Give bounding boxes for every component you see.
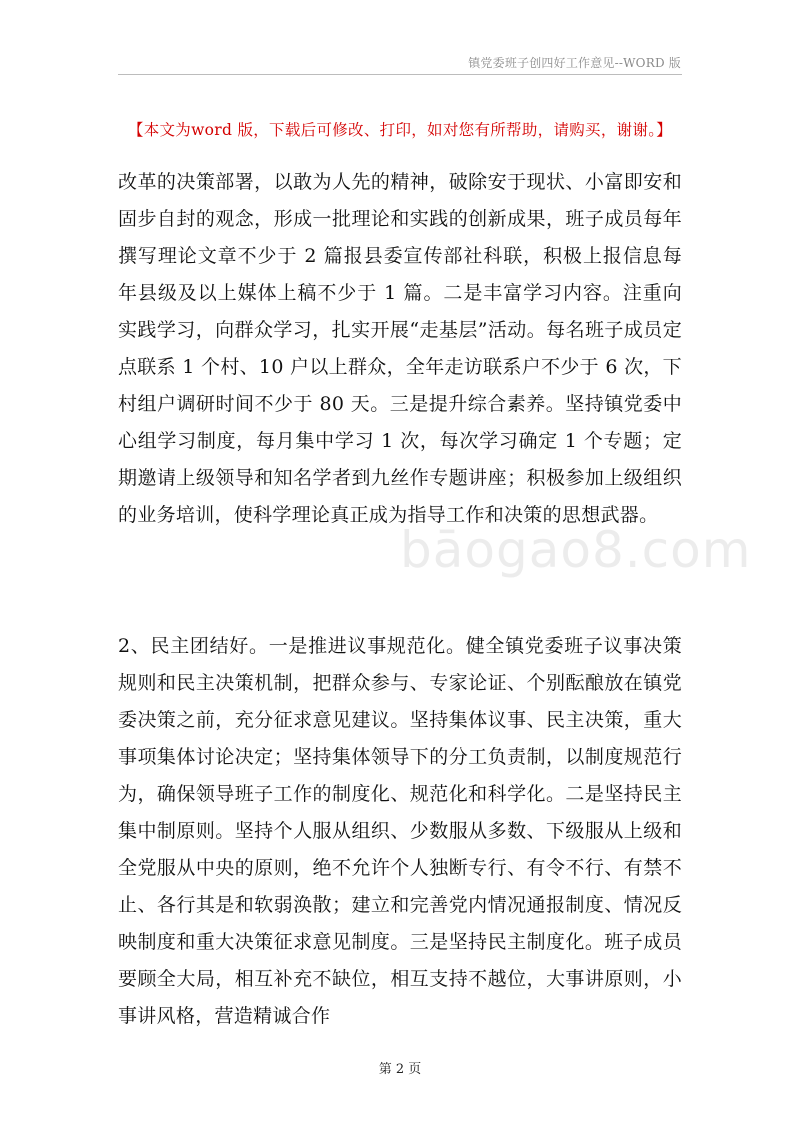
body-paragraph-1: 改革的决策部署，以敢为人先的精神，破除安于现状、小富即安和固步自封的观念，形成一批理论和实践的创新成果，班子成员每年撰写理论文章不少于 2 篇报县委宣传部社科联，积极上报信息每年县级及以上媒体上稿不少于 1 篇。二是丰富学习内容。注重向实践学习，向群众学习，扎实开展“走基层”活动。每名班子成员定点联系 1 个村、10 户以上群众，全年走访联系户不少于 6 次，下村组户调研时间不少于 80 天。三是提升综合素养。坚持镇党委中心组学习制度，每月集中学习 1 次，每次学习确定 1 个专题；定期邀请上级领导和知名学者到九丝作专题讲座；积极参加上级组织的业务培训，使科学理论真正成为指导工作和决策的思想武器。 [118, 171, 682, 526]
download-notice: 【本文为word 版，下载后可修改、打印，如对您有所帮助，请购买，谢谢。】 [127, 121, 673, 139]
page-number: 第 2 页 [378, 1062, 422, 1077]
watermark: bāogao8.com [400, 521, 752, 579]
page-header [0, 0, 800, 76]
body-paragraph-2: 2、民主团结好。一是推进议事规范化。健全镇党委班子议事决策规则和民主决策机制，把群众参与、专家论证、个别酝酿放在镇党委决策之前，充分征求意见建议。坚持集体议事、民主决策，重大事项集体讨论决定；坚持集体领导下的分工负责制，以制度规范行为，确保领导班子工作的制度化、规范化和科学化。二是坚持民主集中制原则。坚持个人服从组织、少数服从多数、下级服从上级和全党服从中央的原则，绝不允许个人独断专行、有令不行、有禁不止、各行其是和软弱涣散；建立和完善党内情况通报制度、情况反映制度和重大决策征求意见制度。三是坚持民主制度化。班子成员要顾全大局，相互补充不缺位，相互支持不越位，大事讲原则，小事讲风格，营造精诚合作 [118, 635, 682, 1027]
header-divider [118, 74, 682, 75]
header-title: 镇党委班子创四好工作意见--WORD 版 [468, 56, 681, 70]
